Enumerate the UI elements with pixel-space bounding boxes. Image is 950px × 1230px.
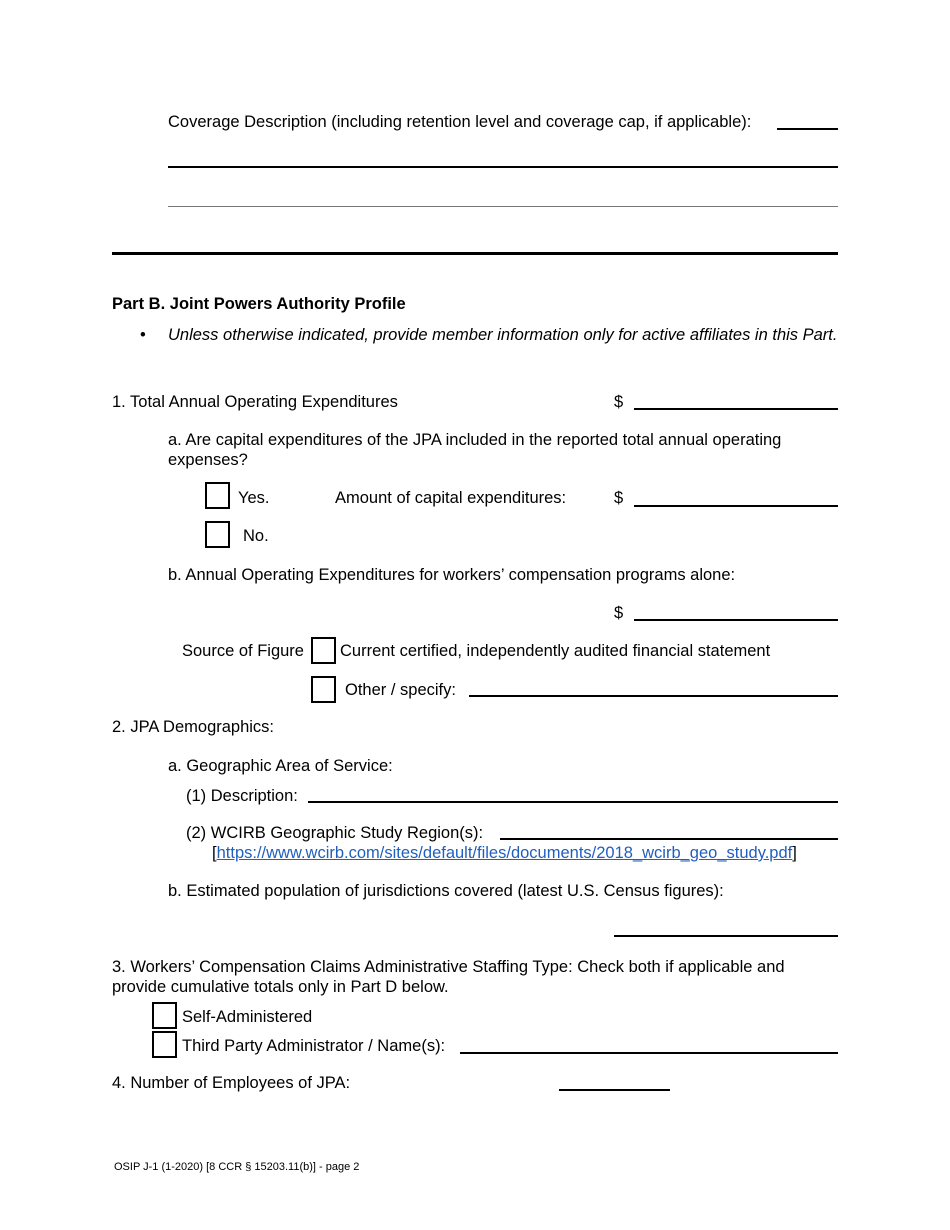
self-administered-checkbox[interactable]	[152, 1002, 177, 1029]
q1a-text: a. Are capital expenditures of the JPA included in the reported total annual operating expenses?	[168, 431, 782, 469]
coverage-description-label: Coverage Description (including retention level and coverage cap, if applicable):	[168, 113, 752, 131]
q1-label: 1. Total Annual Operating Expenditures	[112, 393, 398, 411]
self-administered-label: Self-Administered	[182, 1008, 313, 1026]
tpa-checkbox[interactable]	[152, 1031, 177, 1058]
source-other-field[interactable]	[469, 695, 838, 697]
wcirb-region-field[interactable]	[500, 838, 838, 840]
footer-text: OSIP J-1 (1-2020) [8 CCR § 15203.11(b)] - page 2	[114, 1161, 360, 1173]
capex-no-label: No.	[243, 527, 269, 545]
bracket-close: ]	[792, 844, 797, 862]
q4-label: 4. Number of Employees of JPA:	[112, 1074, 351, 1092]
employees-field[interactable]	[559, 1089, 670, 1091]
wc-expenditures-field[interactable]	[634, 619, 838, 621]
wcirb-link-row	[212, 843, 797, 863]
population-field[interactable]	[614, 935, 838, 937]
capex-yes-checkbox[interactable]	[205, 482, 230, 509]
source-audited-label: Current certified, independently audited financial statement	[340, 642, 771, 660]
tpa-label: Third Party Administrator / Name(s):	[182, 1037, 446, 1055]
part-b-heading: Part B. Joint Powers Authority Profile	[112, 295, 406, 313]
q3-label: 3. Workers’ Compensation Claims Administrative Staffing Type: Check both if applicable and provide cumulative totals only in Part D below.	[112, 958, 785, 996]
wcirb-study-link[interactable]: https://www.wcirb.com/sites/default/files/documents/2018_wcirb_geo_study.pdf	[216, 844, 793, 862]
dollar-sign: $	[614, 393, 624, 411]
capex-no-checkbox[interactable]	[205, 521, 230, 548]
capex-amount-label: Amount of capital expenditures:	[335, 489, 567, 507]
coverage-description-field[interactable]	[777, 128, 838, 130]
q2-label: 2. JPA Demographics:	[112, 718, 275, 736]
q2a-label: a. Geographic Area of Service:	[168, 757, 393, 775]
bullet: •	[140, 326, 146, 344]
description-field[interactable]	[308, 801, 838, 803]
source-audited-checkbox[interactable]	[311, 637, 336, 664]
capex-yes-label: Yes.	[238, 489, 270, 507]
source-of-figure-label: Source of Figure	[182, 642, 304, 660]
tpa-name-field[interactable]	[460, 1052, 838, 1054]
capex-amount-field[interactable]	[634, 505, 838, 507]
q1b-text: b. Annual Operating Expenditures for workers’ compensation programs alone:	[168, 566, 736, 584]
source-other-label: Other / specify:	[345, 681, 456, 699]
total-expenditures-field[interactable]	[634, 408, 838, 410]
coverage-description-line-2[interactable]	[168, 166, 838, 168]
bracket-open: [	[212, 844, 217, 862]
source-other-checkbox[interactable]	[311, 676, 336, 703]
dollar-sign: $	[614, 604, 624, 622]
part-b-note: Unless otherwise indicated, provide member information only for active affiliates in this Part.	[168, 326, 838, 344]
dollar-sign: $	[614, 489, 624, 507]
description-label: (1) Description:	[186, 787, 298, 805]
section-divider	[112, 252, 838, 255]
wcirb-region-label: (2) WCIRB Geographic Study Region(s):	[186, 824, 484, 842]
q2b-label: b. Estimated population of jurisdictions covered (latest U.S. Census figures):	[168, 882, 724, 900]
coverage-description-line-3[interactable]	[168, 206, 838, 207]
